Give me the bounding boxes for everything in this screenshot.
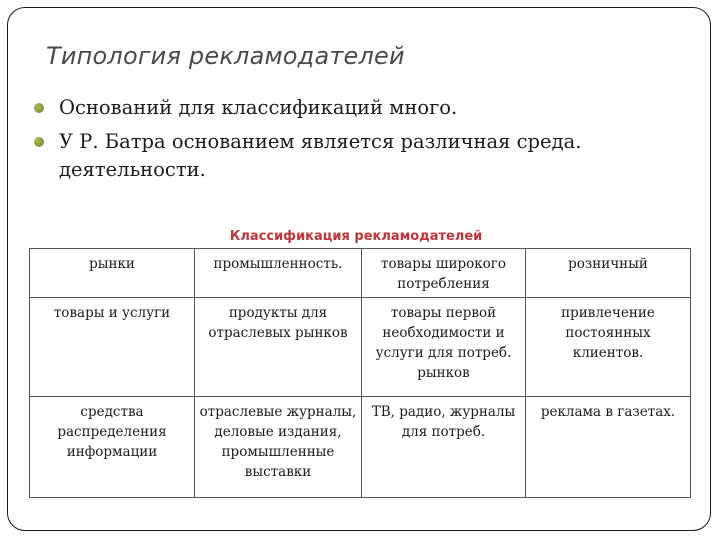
bullet-dot-icon	[34, 137, 44, 147]
bullet-item	[32, 128, 682, 184]
table-cell: розничный	[526, 249, 691, 298]
table-cell: средства распределения информации	[30, 397, 195, 498]
table-cell: продукты для отраслевых рынков	[195, 298, 362, 397]
bullet-list	[32, 94, 682, 190]
table-caption: Классификация рекламодателей	[229, 229, 483, 244]
table-row	[30, 397, 691, 498]
bullet-text: Оснований для классификаций много.	[59, 96, 458, 119]
table-cell: рынки	[30, 249, 195, 298]
bullet-text: У Р. Батра основанием является различная среда. деятельности.	[59, 130, 582, 181]
slide-title: Типология рекламодателей	[46, 42, 405, 70]
table-cell: товары и услуги	[30, 298, 195, 397]
table-cell: привлечение постоянных клиентов.	[526, 298, 691, 397]
table-cell: отраслевые журналы, деловые издания, промышленные выставки	[195, 397, 362, 498]
table-cell: товары первой необходимости и услуги для потреб. рынков	[362, 298, 526, 397]
classification-table	[29, 248, 691, 498]
table-row	[30, 249, 691, 298]
table-cell: реклама в газетах.	[526, 397, 691, 498]
table-row	[30, 298, 691, 397]
bullet-item	[32, 94, 682, 122]
table-cell: промышленность.	[195, 249, 362, 298]
table-cell: товары широкого потребления	[362, 249, 526, 298]
table-cell: ТВ, радио, журналы для потреб.	[362, 397, 526, 498]
bullet-dot-icon	[34, 103, 44, 113]
